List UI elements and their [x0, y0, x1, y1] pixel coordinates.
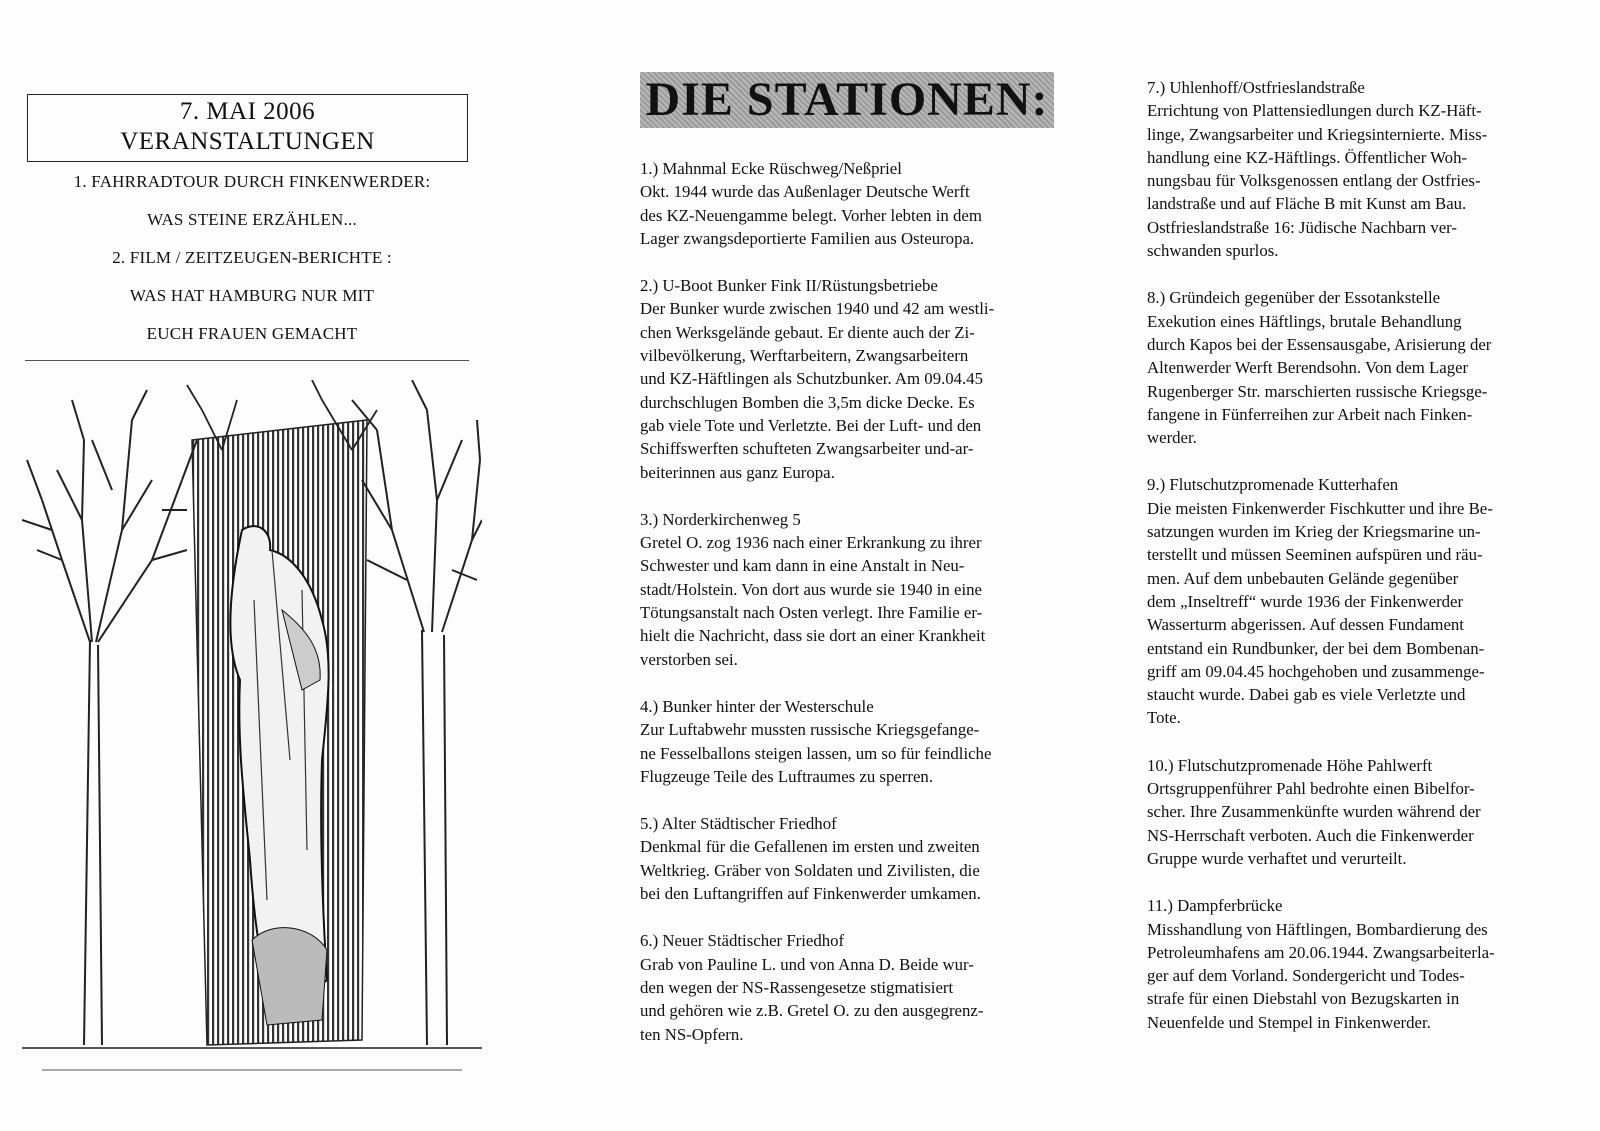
- station-text-line: Schwester und kam dann in eine Anstalt in Neu-: [640, 556, 965, 576]
- station-text-line: ne Fesselballons steigen lassen, um so für feindliche: [640, 743, 992, 763]
- station-text-line: Altenwerder Werft Berendsohn. Von dem Lager: [1147, 358, 1469, 378]
- station-text-line: Misshandlung von Häftlingen, Bombardierung des: [1147, 919, 1488, 939]
- station-text-line: handlung eine KZ-Häftlings. Öffentlicher Woh-: [1147, 147, 1468, 167]
- events-heading: VERANSTALTUNGEN: [120, 128, 375, 155]
- station-text-line: werder.: [1147, 428, 1197, 448]
- station-title: 11.) Dampferbrücke: [1147, 896, 1283, 916]
- station-text-line: landstraße und auf Fläche B mit Kunst am Bau.: [1147, 194, 1467, 214]
- station-text-line: Lager zwangsdeportierte Familien aus Osteuropa.: [640, 228, 975, 248]
- station-title: 4.) Bunker hinter der Westerschule: [640, 696, 874, 716]
- station-text-line: Neuenfelde und Stempel in Finkenwerder.: [1147, 1012, 1431, 1032]
- station-item: [1147, 286, 1587, 449]
- stations-column-middle: [640, 157, 1085, 1070]
- station-item: [640, 929, 1085, 1045]
- station-text-line: Exekution eines Häftlings, brutale Behandlung: [1147, 311, 1462, 331]
- station-text-line: und gehören wie z.B. Gretel O. zu den ausgegrenz-: [640, 1001, 984, 1021]
- station-text-line: scher. Ihre Zusammenkünfte wurden während der: [1147, 802, 1481, 822]
- station-text-line: griff am 09.04.45 hochgehoben und zusammenge-: [1147, 661, 1485, 681]
- station-text-line: Errichtung von Plattensiedlungen durch KZ-Häft-: [1147, 101, 1482, 121]
- station-text-line: verstorben sei.: [640, 649, 738, 669]
- station-text-line: Tötungsanstalt nach Osten verlegt. Ihre Familie er-: [640, 603, 983, 623]
- station-text-line: Gruppe wurde verhaftet und verurteilt.: [1147, 848, 1407, 868]
- event-line: EUCH FRAUEN GEMACHT: [146, 324, 358, 343]
- station-text-line: men. Auf dem unbebauten Gelände gegenüber: [1147, 568, 1459, 588]
- station-text-line: Ortsgruppenführer Pahl bedrohte einen Bibelfor-: [1147, 779, 1475, 799]
- station-item: [640, 508, 1085, 671]
- event-list: [22, 172, 482, 362]
- station-text-line: chen Werksgelände gebaut. Er diente auch der Zi-: [640, 322, 975, 342]
- station-text-line: bei den Luftangriffen auf Finkenwerder umkamen.: [640, 884, 981, 904]
- station-text-line: Grab von Pauline L. und von Anna D. Beide wur-: [640, 954, 974, 974]
- station-item: [1147, 473, 1587, 729]
- stations-column-right: [1147, 76, 1587, 1058]
- stations-header: [640, 72, 1054, 128]
- station-item: [1147, 894, 1587, 1034]
- station-title: 9.) Flutschutzpromenade Kutterhafen: [1147, 475, 1399, 495]
- station-text-line: terstellt und müssen Seeminen aufspüren und räu-: [1147, 545, 1483, 565]
- station-text-line: Denkmal für die Gefallenen im ersten und zweiten: [640, 837, 980, 857]
- event-line: WAS STEINE ERZÄHLEN...: [147, 210, 357, 229]
- station-text-line: und KZ-Häftlingen als Schutzbunker. Am 09.04.45: [640, 369, 984, 389]
- station-text-line: Die meisten Finkenwerder Fischkutter und ihre Be-: [1147, 498, 1493, 518]
- station-text-line: Ostfrieslandstraße 16: Jüdische Nachbarn ver-: [1147, 217, 1458, 237]
- station-text-line: NS-Herrschaft verboten. Auch die Finkenwerder: [1147, 825, 1474, 845]
- station-text-line: stadt/Holstein. Von dort aus wurde sie 1940 in eine: [640, 579, 982, 599]
- station-text-line: durchschlugen Bomben die 3,5m dicke Decke. Es: [640, 392, 975, 412]
- stations-title: DIE STATIONEN:: [645, 73, 1049, 126]
- station-item: [1147, 754, 1587, 870]
- station-text-line: satzungen wurden im Krieg der Kriegsmarine un-: [1147, 522, 1481, 542]
- station-title: 2.) U-Boot Bunker Fink II/Rüstungsbetriebe: [640, 276, 938, 296]
- station-text-line: Wasserturm abgerissen. Auf dessen Fundament: [1147, 615, 1464, 635]
- station-text-line: hielt die Nachricht, dass sie dort an einer Krankheit: [640, 626, 986, 646]
- station-text-line: vilbevölkerung, Werftarbeitern, Zwangsarbeitern: [640, 346, 969, 366]
- station-text-line: durch Kapos bei der Essensausgabe, Arisierung der: [1147, 334, 1492, 354]
- station-title: 6.) Neuer Städtischer Friedhof: [640, 931, 845, 951]
- station-text-line: den wegen der NS-Rassengesetze stigmatisiert: [640, 977, 954, 997]
- station-text-line: ger auf dem Vorland. Sondergericht und Todes-: [1147, 966, 1465, 986]
- station-title: 7.) Uhlenhoff/Ostfrieslandstraße: [1147, 78, 1365, 97]
- station-text-line: dem „Inseltreff“ wurde 1936 der Finkenwerder: [1147, 591, 1464, 611]
- station-text-line: staucht wurde. Dabei gab es viele Verletzte und: [1147, 685, 1466, 705]
- station-text-line: Schiffswerften schufteten Zwangsarbeiter und-ar-: [640, 439, 974, 459]
- left-panel: [22, 90, 482, 1120]
- station-text-line: strafe für einen Diebstahl von Bezugskarten in: [1147, 989, 1460, 1009]
- station-text-line: gab viele Tote und Verletzte. Bei der Luft- und den: [640, 415, 982, 435]
- event-date: 7. MAI 2006: [179, 98, 316, 125]
- station-text-line: Tote.: [1147, 708, 1181, 728]
- event-title-box: [27, 94, 468, 162]
- divider-rule: [25, 360, 469, 361]
- station-text-line: fangene in Fünferreihen zur Arbeit nach Finken-: [1147, 404, 1473, 424]
- station-item: [640, 812, 1085, 905]
- station-item: [640, 157, 1085, 250]
- station-text-line: Gretel O. zog 1936 nach einer Erkrankung zu ihrer: [640, 533, 982, 553]
- station-text-line: Der Bunker wurde zwischen 1940 und 42 am westli-: [640, 299, 995, 319]
- station-text-line: entstand ein Rundbunker, der bei dem Bombenan-: [1147, 638, 1485, 658]
- event-line: 1. FAHRRADTOUR DURCH FINKENWERDER:: [73, 172, 431, 191]
- station-title: 3.) Norderkirchenweg 5: [640, 509, 801, 529]
- station-text-line: Weltkrieg. Gräber von Soldaten und Zivilisten, die: [640, 860, 980, 880]
- station-text-line: Zur Luftabwehr mussten russische Kriegsgefange-: [640, 720, 980, 740]
- station-text-line: linge, Zwangsarbeiter und Kriegsinternierte. Miss-: [1147, 124, 1488, 144]
- station-title: 5.) Alter Städtischer Friedhof: [640, 814, 837, 834]
- station-text-line: nungsbau für Volksgenossen entlang der Ostfries-: [1147, 171, 1481, 191]
- memorial-illustration: [22, 380, 482, 1115]
- station-text-line: beiterinnen aus ganz Europa.: [640, 462, 835, 482]
- station-item: [1147, 76, 1587, 262]
- station-text-line: des KZ-Neuengamme belegt. Vorher lebten in dem: [640, 205, 982, 225]
- station-text-line: Okt. 1944 wurde das Außenlager Deutsche Werft: [640, 182, 970, 202]
- station-title: 1.) Mahnmal Ecke Rüschweg/Neßpriel: [640, 159, 902, 178]
- event-line: WAS HAT HAMBURG NUR MIT: [129, 286, 375, 305]
- station-text-line: Flugzeuge Teile des Luftraumes zu sperren.: [640, 766, 934, 786]
- station-text-line: Rugenberger Str. marschierten russische Kriegsge-: [1147, 381, 1488, 401]
- station-item: [640, 695, 1085, 788]
- station-item: [640, 274, 1085, 484]
- station-text-line: schwanden spurlos.: [1147, 241, 1279, 261]
- event-line: 2. FILM / ZEITZEUGEN-BERICHTE :: [112, 248, 392, 267]
- station-title: 8.) Gründeich gegenüber der Essotankstelle: [1147, 288, 1441, 308]
- station-text-line: Petroleumhafens am 20.06.1944. Zwangsarbeiterla-: [1147, 942, 1495, 962]
- station-title: 10.) Flutschutzpromenade Höhe Pahlwerft: [1147, 755, 1433, 775]
- station-text-line: ten NS-Opfern.: [640, 1024, 744, 1044]
